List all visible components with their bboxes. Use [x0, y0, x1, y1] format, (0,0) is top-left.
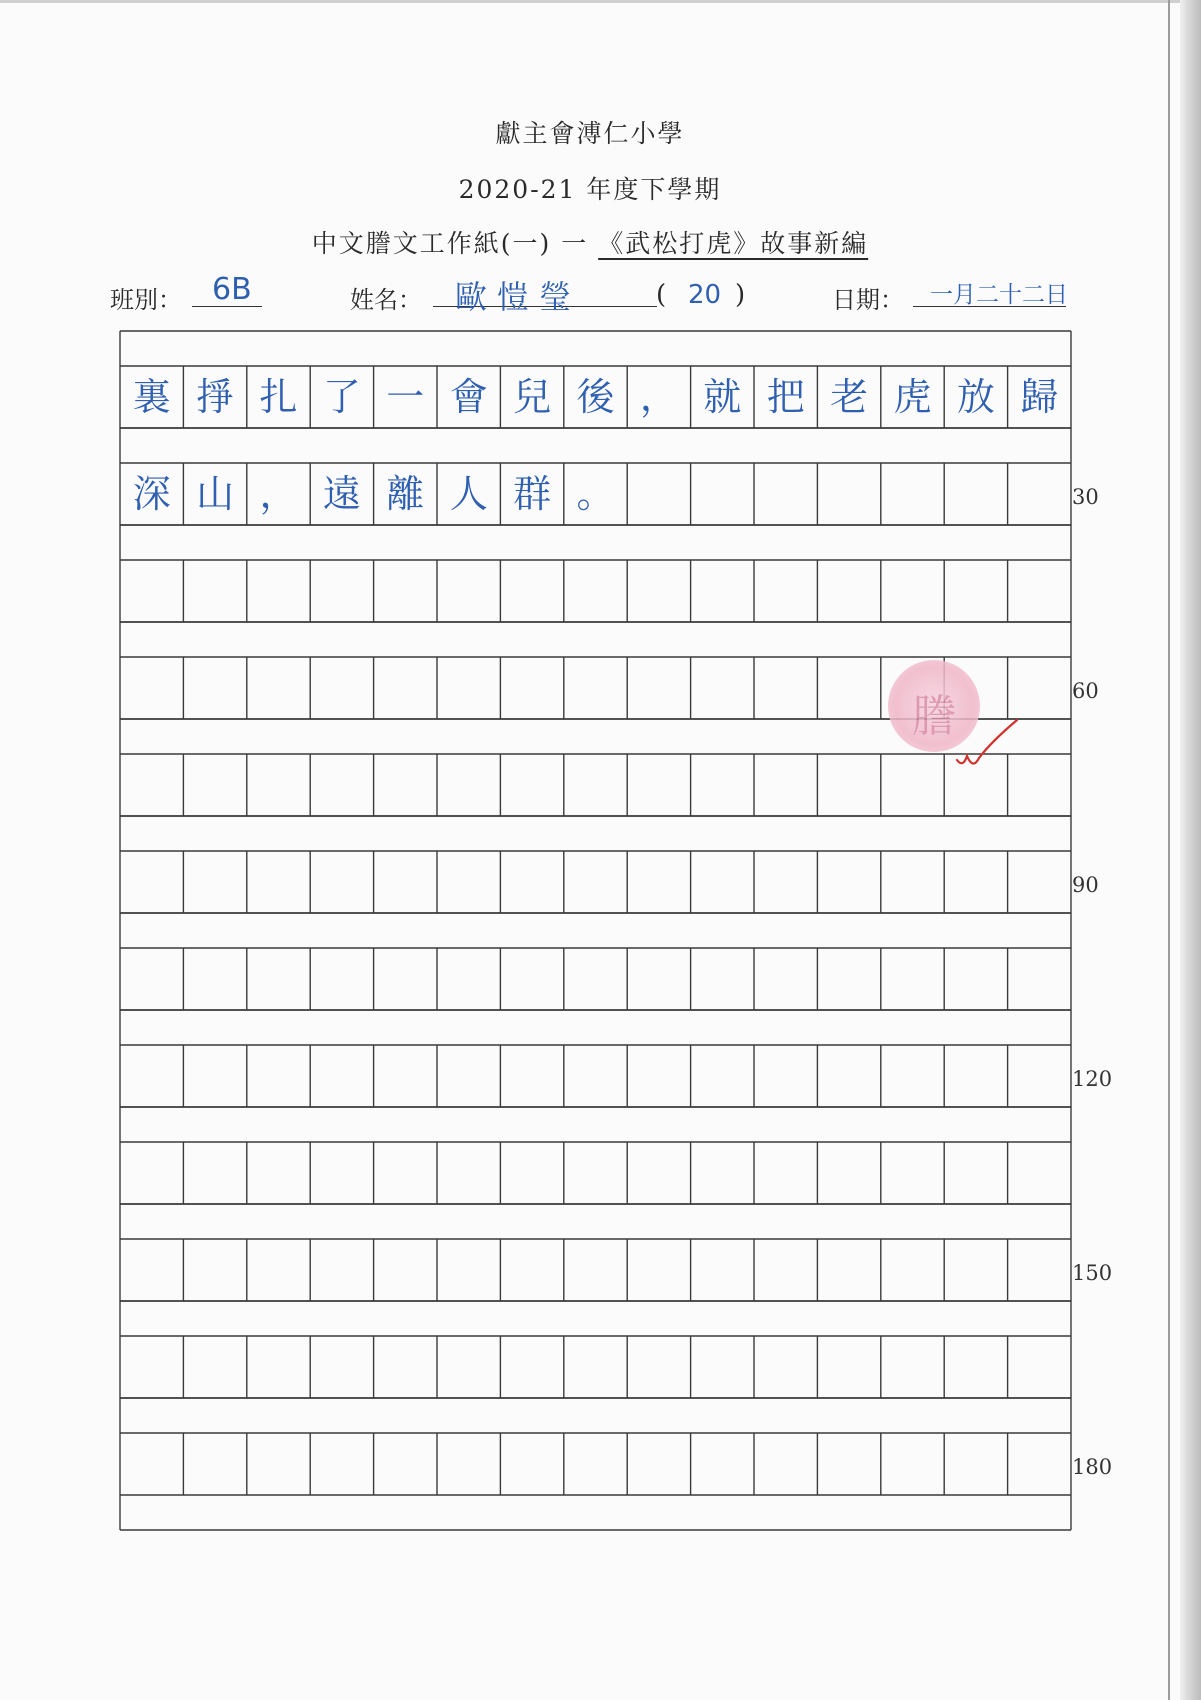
- school-name: 獻主會溥仁小學: [495, 119, 685, 148]
- handwritten-character: 扎: [259, 375, 298, 419]
- handwritten-character: 山: [196, 472, 235, 516]
- handwritten-character: 把: [766, 375, 805, 419]
- handwritten-character: 離: [386, 472, 425, 516]
- stamp-character: 謄: [912, 691, 956, 742]
- name-value: 歐愷瑩: [455, 278, 582, 316]
- class-label: 班別：: [110, 286, 182, 314]
- handwritten-character: 就: [703, 375, 742, 419]
- row-count-30: 30: [1072, 485, 1099, 509]
- handwritten-character: 一: [386, 375, 425, 419]
- handwritten-character: 。: [576, 472, 615, 516]
- number-open-paren: (: [656, 280, 667, 310]
- row-count-150: 150: [1072, 1261, 1113, 1285]
- handwritten-character: 放: [956, 375, 995, 419]
- row-count-60: 60: [1072, 679, 1099, 703]
- handwritten-character: 老: [830, 375, 869, 419]
- date-value: 一月二十二日: [930, 282, 1068, 308]
- term-label: 2020-21 年度下學期: [458, 175, 722, 204]
- handwritten-character: ，: [259, 472, 298, 516]
- handwritten-character: 了: [322, 375, 361, 419]
- handwritten-character: 人: [449, 472, 488, 516]
- row-count-120: 120: [1072, 1067, 1113, 1091]
- handwritten-character: 深: [132, 472, 171, 516]
- handwritten-character: 遠: [322, 472, 361, 516]
- worksheet-title-prefix: 中文謄文工作紙(一) 一: [311, 229, 599, 258]
- handwritten-character: 會: [449, 375, 488, 419]
- number-close-paren: ): [735, 280, 746, 310]
- student-number: 20: [688, 280, 722, 310]
- class-value: 6B: [212, 272, 252, 307]
- story-title: 《武松打虎》故事新編: [598, 229, 869, 258]
- handwritten-character: 虎: [893, 375, 932, 419]
- row-count-90: 90: [1072, 873, 1099, 897]
- paper-edge-right: [1180, 0, 1201, 1700]
- handwritten-character: 群: [513, 472, 552, 516]
- red-tick-mark: [955, 712, 1025, 772]
- handwritten-character: ，: [639, 375, 678, 419]
- handwritten-character: 兒: [513, 375, 552, 419]
- handwritten-character: 裏: [132, 375, 171, 419]
- handwritten-character: 歸: [1020, 375, 1059, 419]
- row-count-180: 180: [1072, 1455, 1113, 1479]
- name-label: 姓名：: [350, 286, 422, 314]
- date-label: 日期：: [832, 286, 904, 314]
- handwritten-character: 掙: [196, 375, 235, 419]
- handwritten-character: 後: [576, 375, 615, 419]
